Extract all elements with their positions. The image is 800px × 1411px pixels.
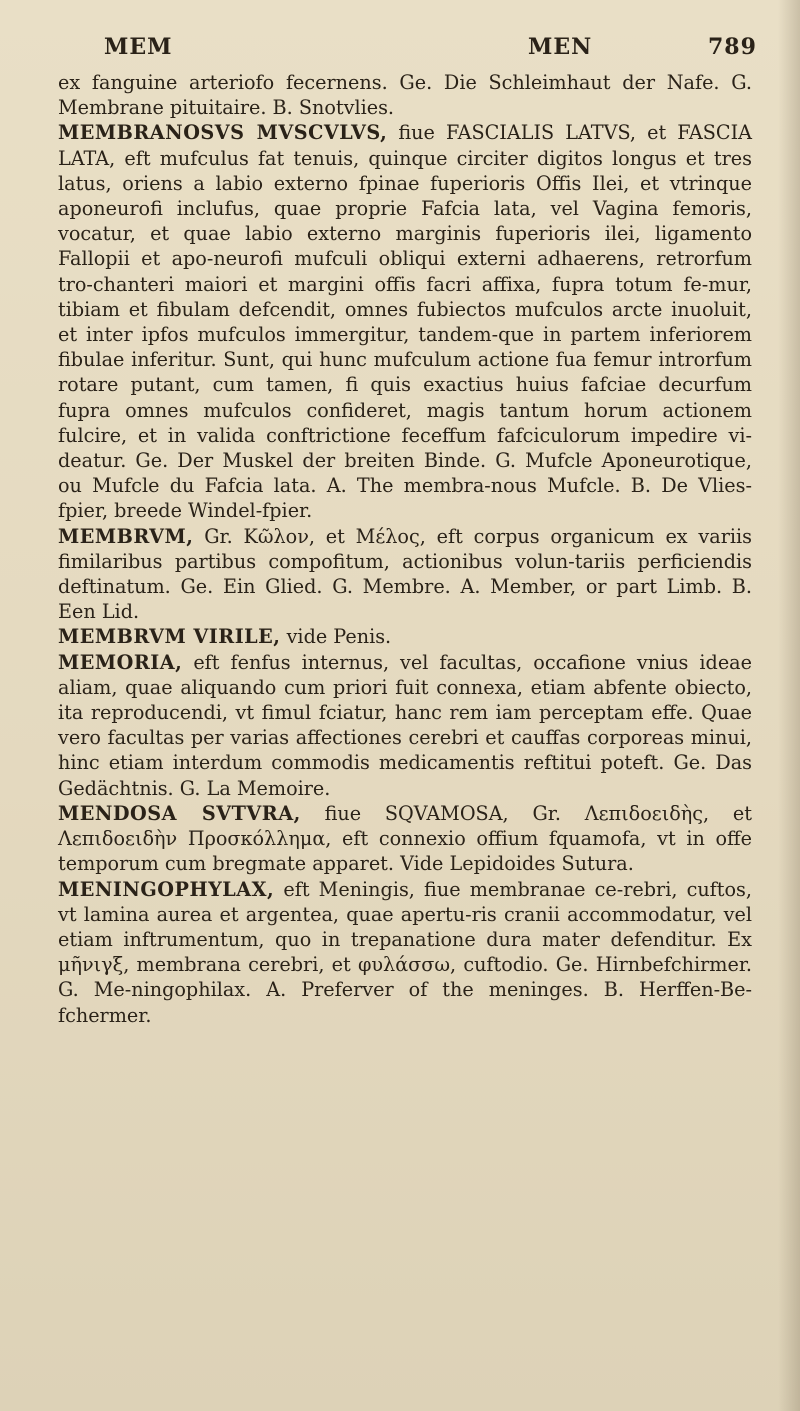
header-right-word: MEN xyxy=(528,34,593,60)
entry-headword: MENDOSA SVTVRA, xyxy=(58,801,301,825)
page-edge-shadow xyxy=(778,0,800,1411)
header-left-word: MEM xyxy=(104,34,173,60)
entry-paragraph xyxy=(58,801,752,877)
dictionary-text xyxy=(58,70,752,1028)
running-header xyxy=(0,34,800,68)
entry-paragraph xyxy=(58,650,752,801)
entry-body: eft fenfus internus, vel facultas, occafione vnius ideae aliam, quae aliquando cum priori fuit connexa, etiam abfente obiecto, ita reproducendi, vt fimul fciatur, hanc rem iam perceptam effe. Quae vero facultas per varias affectiones cerebri et cauffas corporeas minui, hinc etiam interdum commodis medicamentis reftitui poteft. Ge. Das Gedächtnis. G. La Memoire. xyxy=(58,650,752,800)
entry-body: eft Meningis, fiue membranae ce-rebri, cuftos, vt lamina aurea et argentea, quae apertu-ris cranii accommodatur, vel etiam inftrumentum, quo in trepanatione dura mater defenditur. Ex μῆνιγξ, membrana cerebri, et φυλάσσω, cuftodio. Ge. Hirnbefchirmer. G. Me-ningophilax. A. Preferver of the meninges. B. Herffen-Be-fchermer. xyxy=(58,877,752,1027)
entry-headword: MEMBRVM VIRILE, xyxy=(58,625,281,649)
entry-paragraph xyxy=(58,524,752,625)
entry-body: vide Penis. xyxy=(286,625,392,649)
entry-paragraph xyxy=(58,624,752,649)
entry-body: ex fanguine arteriofo fecernens. Ge. Die Schleimhaut der Nafe. G. Membrane pituitaire. B. Snotvlies. xyxy=(58,71,752,120)
page-number: 789 xyxy=(708,34,757,60)
entry-body: Gr. Κῶλον, et Μέλος, eft corpus organicum ex variis fimilaribus partibus compofitum, actionibus volun-tariis perficiendis deftinatum. Ge. Ein Glied. G. Membre. A. Member, or part Limb. B. Een Lid. xyxy=(58,524,753,624)
entry-paragraph xyxy=(58,877,752,1028)
entry-body: fiue FASCIALIS LATVS, et FASCIA LATA, eft mufculus fat tenuis, quinque circiter digitos longus et tres latus, oriens a labio externo fpinae fuperioris Offis Ilei, et vtrinque aponeurofi inclufus, quae proprie Fafcia lata, vel Vagina femoris, vocatur, et quae labio externo marginis fuperioris ilei, ligamento Fallopii et apo-neurofi mufculi obliqui externi adhaerens, retrorfum tro-chanteri maiori et margini offis facri affixa, fupra totum fe-mur, tibiam et fibulam defcendit, omnes fubiectos mufculos arcte inuoluit, et inter ipfos mufculos immergitur, tandem-que in partem inferiorem fibulae inferitur. Sunt, qui hunc mufculum actione fua femur introrfum rotare putant, cum tamen, fi quis exactius huius fafciae decurfum fupra omnes mufculos confideret, magis tantum horum actionem fulcire, et in valida conftrictione feceffum fafciculorum impedire vi-deatur. Ge. Der Muskel der breiten Binde. G. Mufcle Aponeurotique, ou Mufcle du Fafcia lata. A. The membra-nous Mufcle. B. De Vlies-fpier, breede Windel-fpier. xyxy=(58,121,753,523)
entry-paragraph xyxy=(58,120,752,523)
entry-headword: MEMORIA, xyxy=(58,650,183,674)
entry-paragraph xyxy=(58,70,752,120)
entry-headword: MEMBRVM, xyxy=(58,524,194,548)
entry-headword: MEMBRANOSVS MVSCVLVS, xyxy=(58,121,388,145)
entry-body: fiue SQVAMOSA, Gr. Λεπιδοειδὴς, et Λεπιδοειδὴν Προσκόλλημα, eft connexio offium fquamofa, vt in offe temporum cum bregmate apparet. Vide Lepidoides Sutura. xyxy=(58,801,752,876)
entry-headword: MENINGOPHYLAX, xyxy=(58,877,275,901)
